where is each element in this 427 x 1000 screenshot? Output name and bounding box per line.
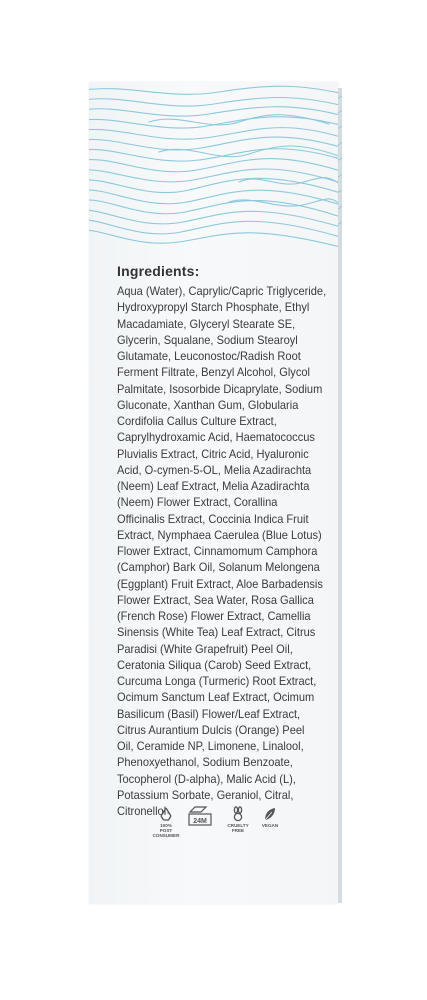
ingredients-line: Extract, Nymphaea Caerulea (Blue Lotus) (117, 527, 322, 542)
certification-icons (148, 806, 288, 846)
ingredients-line: Glycerin, Squalane, Sodium Stearoyl (117, 332, 298, 347)
ingredients-line: (Neem) Leaf Extract, Melia Azadirachta (117, 479, 310, 493)
ingredients-line: (Camphor) Bark Oil, Solanum Melongena (117, 560, 320, 575)
ingredients-line: Ocimum Sanctum Leaf Extract, Ocimum (117, 690, 315, 705)
ingredients-line: Ceratonia Siliqua (Carob) Seed Extract, (117, 657, 312, 672)
ingredients-line: Curcuma Longa (Turmeric) Root Extract, (117, 674, 317, 688)
cruelty-free-icon (230, 806, 246, 822)
ingredients-line: Paradisi (White Grapefruit) Peel Oil, (117, 641, 293, 656)
ingredients-line: Flower Extract, Sea Water, Rosa Gallica (117, 592, 314, 607)
ingredients-line: Citronellol (117, 804, 167, 818)
cruelty-free-caption: CRUELTY FREE (227, 823, 249, 833)
ingredients-heading: Ingredients: (117, 263, 200, 279)
ingredients-line: Oil, Ceramide NP, Limonene, Linalool, (117, 739, 304, 753)
ingredients-section (117, 263, 332, 819)
ingredients-line: Gluconate, Xanthan Gum, Globularia (117, 397, 299, 412)
ingredients-line: Citrus Aurantium Dulcis (Orange) Peel (117, 722, 305, 737)
ingredients-line: Tocopherol (D-alpha), Malic Acid (L), (117, 771, 296, 786)
ingredients-line: Cordifolia Callus Culture Extract, (117, 414, 277, 428)
ingredients-line: Acid, O-cymen-5-OL, Melia Azadirachta (117, 462, 312, 477)
vegan-badge (252, 806, 288, 828)
ingredients-line: Flower Extract, Cinnamomum Camphora (117, 544, 318, 558)
recycle-icon (158, 806, 174, 822)
wave-pattern (89, 82, 338, 257)
ingredients-line: Hydroxypropyl Starch Phosphate, Ethyl (117, 300, 310, 315)
ingredients-line: (French Rose) Flower Extract, Camellia (117, 609, 311, 623)
recycle-badge (148, 806, 184, 838)
ingredients-line: Glutamate, Leuconostoc/Radish Root (117, 349, 301, 363)
ingredients-line: Basilicum (Basil) Flower/Leaf Extract, (117, 706, 301, 721)
ingredients-line: Palmitate, Isosorbide Dicaprylate, Sodium (117, 381, 323, 396)
ingredients-line: Caprylhydroxamic Acid, Haematococcus (117, 430, 315, 445)
period-after-opening-icon (187, 806, 213, 826)
ingredients-list (117, 283, 329, 819)
ingredients-line: Officinalis Extract, Coccinia Indica Fruit (117, 511, 309, 526)
ingredients-line: Pluvialis Extract, Citric Acid, Hyaluronic (117, 446, 309, 461)
ingredients-line: Potassium Sorbate, Geraniol, Citral, (117, 787, 294, 802)
ingredients-line: Ferment Filtrate, Benzyl Alcohol, Glycol (117, 365, 310, 380)
ingredients-line: Sinensis (White Tea) Leaf Extract, Citrus (117, 625, 316, 640)
ingredients-line: Macadamiate, Glyceryl Stearate SE, (117, 316, 296, 331)
ingredients-line: (Eggplant) Fruit Extract, Aloe Barbadensis (117, 576, 323, 591)
vegan-caption: VEGAN (261, 823, 279, 828)
pao-badge (182, 806, 218, 826)
cruelty-free-badge (220, 806, 256, 833)
ingredients-line: (Neem) Flower Extract, Corallina (117, 495, 278, 510)
vegan-icon (262, 806, 278, 822)
ingredients-line: Phenoxyethanol, Sodium Benzoate, (117, 755, 293, 770)
ingredients-line: Aqua (Water), Caprylic/Capric Triglyceride, (117, 284, 327, 298)
recycle-caption: 100% POST CONSUMER (152, 823, 180, 838)
pao-label: 24M (193, 818, 207, 825)
